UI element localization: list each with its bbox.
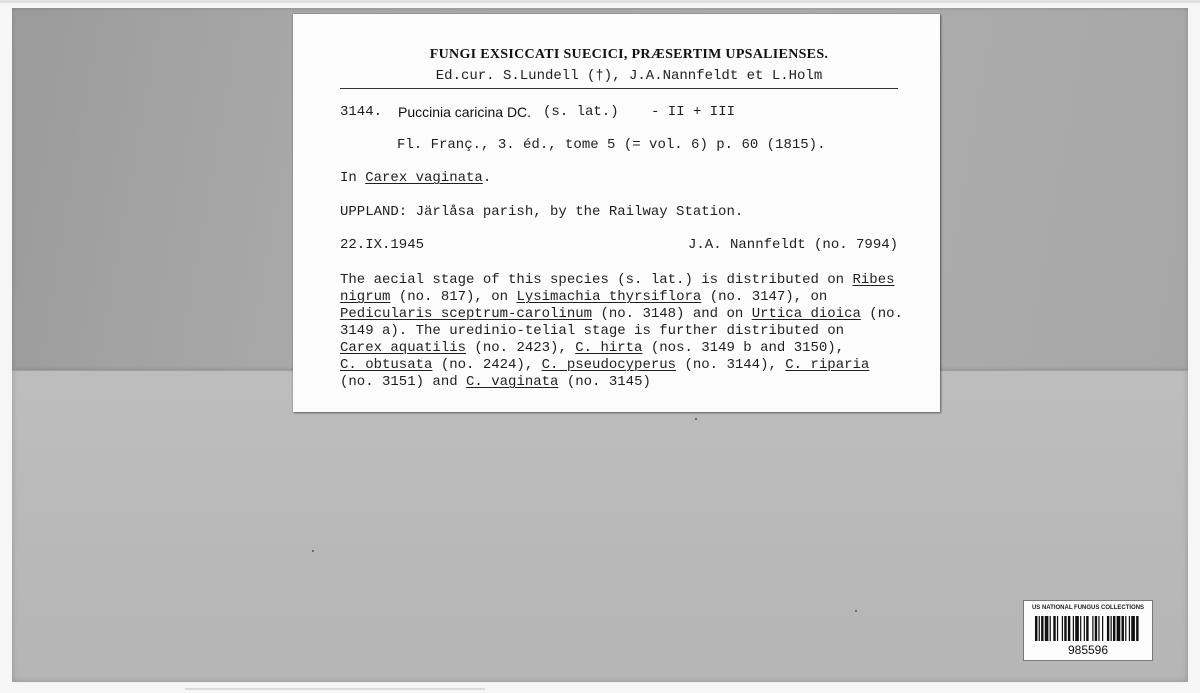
spore-stages: - II + III: [651, 104, 736, 120]
note-text: (nos. 3149 b and 3150),: [642, 340, 845, 356]
barcode-bar: [1117, 616, 1121, 641]
barcode-bar: [1039, 616, 1040, 641]
taxon-qualifier: (s. lat.): [543, 104, 619, 120]
barcode-bar: [1129, 616, 1130, 641]
barcode-bar: [1136, 616, 1138, 641]
note-line: [340, 323, 903, 340]
underlined-taxon: Lysimachia thyrsiflora: [516, 289, 702, 305]
barcode-bar: [1111, 616, 1112, 641]
underlined-taxon: Urtica dioica: [751, 306, 861, 322]
barcode-bar: [1095, 616, 1097, 641]
host-prefix: In: [340, 170, 366, 186]
locality: UPPLAND: Järlåsa parish, by the Railway Station.: [340, 204, 744, 220]
series-title: FUNGI EXSICCATI SUECICI, PRÆSERTIM UPSALIENSES.: [429, 47, 829, 62]
barcode-bar: [1064, 616, 1066, 641]
dust-speck: [312, 550, 314, 552]
barcode-bar: [1041, 616, 1043, 641]
literature-reference: Fl. Franç., 3. éd., tome 5 (= vol. 6) p. 60 (1815).: [397, 137, 826, 153]
underlined-taxon: Carex aquatilis: [340, 340, 467, 356]
exsiccata-number: 3144.: [340, 104, 383, 120]
collection-date: 22.IX.1945: [340, 237, 425, 253]
note-line: [340, 272, 903, 289]
barcode-bar: [1084, 616, 1085, 641]
barcode-bar: [1080, 616, 1081, 641]
barcode-bar: [1068, 616, 1070, 641]
barcode-bar: [1107, 616, 1109, 641]
note-text: The aecial stage of this species (s. lat.) is distributed on: [340, 272, 853, 288]
barcode-bar: [1073, 616, 1074, 641]
barcode-label: [1023, 600, 1153, 661]
underlined-taxon: C. vaginata: [466, 374, 559, 390]
note-text: (no. 3145): [558, 374, 651, 390]
note-text: (no. 3147), on: [701, 289, 828, 305]
note-text: (no. 2423),: [466, 340, 576, 356]
barcode-bar: [1125, 616, 1126, 641]
note-line: [340, 289, 903, 306]
dust-speck: [695, 418, 697, 420]
barcode-bar: [1057, 616, 1058, 641]
barcode-bar: [1092, 616, 1093, 641]
barcode-bar: [1113, 616, 1115, 641]
barcode-bar: [1062, 616, 1063, 641]
note-line: [340, 357, 903, 374]
taxon-name: Puccinia caricina DC.: [398, 104, 532, 120]
barcode-number: 985596: [1067, 643, 1109, 657]
series-editors: Ed.cur. S.Lundell (†), J.A.Nannfeldt et L.Holm: [435, 68, 823, 84]
note-text: (no. 3144),: [676, 357, 786, 373]
underlined-taxon: C. pseudocyperus: [541, 357, 677, 373]
barcode-bar: [1053, 616, 1055, 641]
host-line: [340, 170, 491, 187]
underlined-taxon: C. hirta: [575, 340, 643, 356]
scan-top-edge: [0, 0, 1200, 3]
note-text: (no.: [860, 306, 903, 322]
underlined-taxon: nigrum: [340, 289, 391, 305]
barcode-bar: [1045, 616, 1049, 641]
note-text: (no. 817), on: [390, 289, 517, 305]
barcode-bar: [1131, 616, 1135, 641]
note-text: 3149 a). The uredinio-telial stage is further distributed on: [340, 323, 845, 339]
underlined-taxon: Ribes: [852, 272, 895, 288]
barcode: [1035, 616, 1141, 641]
underlined-taxon: C. obtusata: [340, 357, 433, 373]
note-text: (no. 2424),: [432, 357, 542, 373]
barcode-bar: [1122, 616, 1124, 641]
note-text: (no. 3151) and: [340, 374, 467, 390]
underlined-taxon: Pedicularis sceptrum-carolinum: [340, 306, 593, 322]
host-suffix: .: [482, 170, 492, 186]
underlined-taxon: C. riparia: [785, 357, 870, 373]
barcode-institution: US NATIONAL FUNGUS COLLECTIONS: [1031, 605, 1145, 611]
header-rule: [340, 88, 898, 89]
barcode-bar: [1035, 616, 1037, 641]
barcode-bar: [1050, 616, 1051, 641]
scan-smudge: [185, 688, 485, 690]
note-line: [340, 340, 903, 357]
barcode-bar: [1102, 616, 1103, 641]
note-line: [340, 306, 903, 323]
distribution-notes: [340, 272, 903, 391]
barcode-bar: [1075, 616, 1079, 641]
note-text: (no. 3148) and on: [592, 306, 752, 322]
host-name: Carex vaginata: [365, 170, 483, 186]
dust-speck: [855, 610, 857, 612]
barcode-bar: [1098, 616, 1099, 641]
collector: J.A. Nannfeldt (no. 7994): [688, 237, 899, 253]
note-line: [340, 374, 903, 391]
barcode-bar: [1086, 616, 1088, 641]
